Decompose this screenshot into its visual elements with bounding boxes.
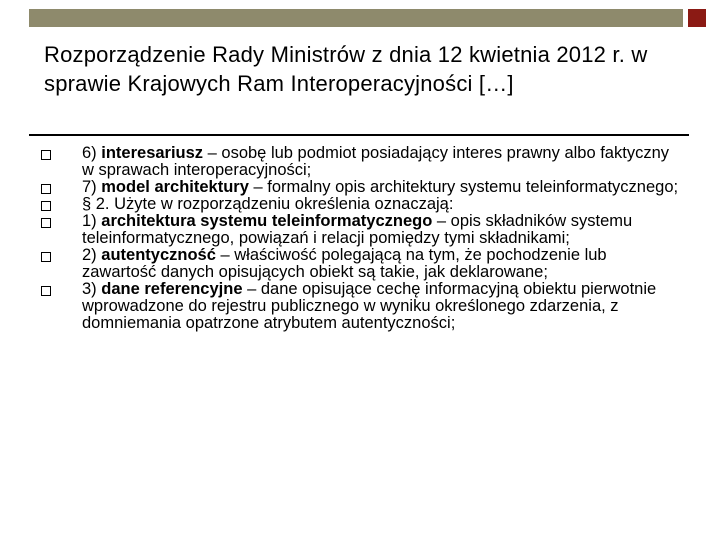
square-bullet-icon: [41, 184, 51, 194]
list-item-text: 3) dane referencyjne – dane opisujące cechę informacyjną obiektu pierwotnie wprowadzone do rejestru publicznego w wyniku określonego zdarzenia, z domniemania opatrzone atrybutem autentyczności;: [82, 280, 657, 332]
decorative-top-bar: [29, 9, 683, 27]
list-item-text: 7) model architektury – formalny opis architektury systemu teleinformatycznego;: [82, 178, 679, 196]
decorative-corner-square: [688, 9, 706, 27]
list-item: [40, 179, 680, 196]
bullet-list: [40, 145, 680, 332]
list-item-text: 1) architektura systemu teleinformatycznego – opis składników systemu teleinformatycznego, powiązań i relacji pomiędzy tymi składnikami;: [82, 212, 633, 247]
square-bullet-icon: [41, 201, 51, 211]
list-item: [40, 196, 680, 213]
slide-title: Rozporządzenie Rady Ministrów z dnia 12 kwietnia 2012 r. w sprawie Krajowych Ram Interoperacyjności […]: [44, 42, 648, 96]
list-item: [40, 281, 680, 332]
list-item-text: 2) autentyczność – właściwość polegającą na tym, że pochodzenie lub zawartość danych opisujących obiekt są takie, jak deklarowane;: [82, 246, 607, 281]
list-item: [40, 213, 680, 247]
square-bullet-icon: [41, 218, 51, 228]
list-item-text: 6) interesariusz – osobę lub podmiot posiadający interes prawny albo faktyczny w sprawach interoperacyjności;: [82, 144, 669, 179]
square-bullet-icon: [41, 252, 51, 262]
square-bullet-icon: [41, 150, 51, 160]
list-item-text: § 2. Użyte w rozporządzeniu określenia oznaczają:: [82, 195, 454, 213]
title-divider: [29, 134, 689, 136]
square-bullet-icon: [41, 286, 51, 296]
list-item: [40, 145, 680, 179]
list-item: [40, 247, 680, 281]
